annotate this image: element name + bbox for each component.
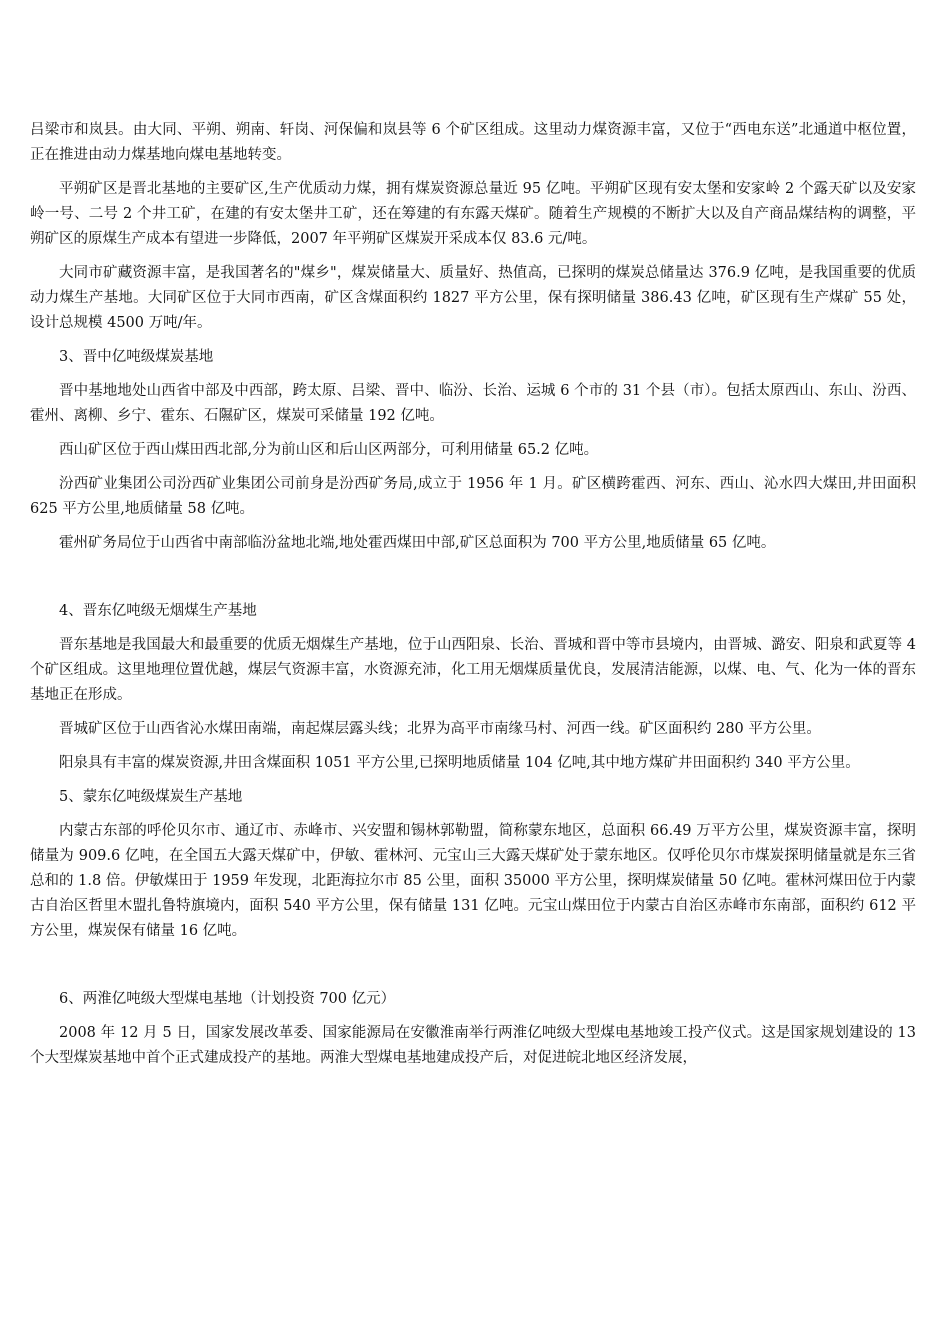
section-heading-mengdong: 5、蒙东亿吨级煤炭生产基地: [59, 789, 243, 805]
paragraph-xishan: 西山矿区位于西山煤田西北部,分为前山区和后山区两部分，可利用储量 65.2 亿吨。: [59, 442, 599, 458]
section-spacer: [30, 953, 916, 987]
document-body: [30, 118, 916, 1080]
paragraph-huozhou: 霍州矿务局位于山西省中南部临汾盆地北端,地处霍西煤田中部,矿区总面积为 700 平方公里,地质储量 65 亿吨。: [59, 535, 776, 551]
paragraph-yangquan: 阳泉具有丰富的煤炭资源,井田含煤面积 1051 平方公里,已探明地质储量 104 亿吨,其中地方煤矿井田面积约 340 平方公里。: [59, 755, 860, 771]
paragraph-jinbei-continued: 吕梁市和岚县。由大同、平朔、朔南、轩岗、河保偏和岚县等 6 个矿区组成。这里动力煤资源丰富，又位于“西电东送”北通道中枢位置，正在推进由动力煤基地向煤电基地转变。: [30, 122, 916, 163]
section-heading-jinzhong: 3、晋中亿吨级煤炭基地: [59, 349, 214, 365]
paragraph-fenxi: 汾西矿业集团公司汾西矿业集团公司前身是汾西矿务局,成立于 1956 年 1 月。矿区横跨霍西、河东、西山、沁水四大煤田,井田面积 625 平方公里,地质储量 58 亿吨。: [30, 476, 916, 517]
paragraph-jindong: 晋东基地是我国最大和最重要的优质无烟煤生产基地，位于山西阳泉、长治、晋城和晋中等市县境内，由晋城、潞安、阳泉和武夏等 4 个矿区组成。这里地理位置优越，煤层气资源丰富，水资源充沛，化工用无烟煤质量优良，发展清洁能源，以煤、电、气、化为一体的晋东基地正在形成。: [30, 637, 916, 703]
section-heading-jindong: 4、晋东亿吨级无烟煤生产基地: [59, 603, 257, 619]
paragraph-pingshuo: 平朔矿区是晋北基地的主要矿区,生产优质动力煤，拥有煤炭资源总量近 95 亿吨。平朔矿区现有安太堡和安家岭 2 个露天矿以及安家岭一号、二号 2 个井工矿，在建的有安太堡井工矿，还在筹建的有东露天煤矿。随着生产规模的不断扩大以及自产商品煤结构的调整，平朔矿区的原煤生产成本有望进一步降低，2007 年平朔矿区煤炭开采成本仅 83.6 元/吨。: [30, 181, 916, 247]
section-spacer: [30, 565, 916, 599]
paragraph-lianghuai: 2008 年 12 月 5 日，国家发展改革委、国家能源局在安徽淮南举行两淮亿吨级大型煤电基地竣工投产仪式。这是国家规划建设的 13 个大型煤炭基地中首个正式建成投产的基地。两淮大型煤电基地建成投产后，对促进皖北地区经济发展，: [30, 1025, 916, 1066]
paragraph-mengdong: 内蒙古东部的呼伦贝尔市、通辽市、赤峰市、兴安盟和锡林郭勒盟，简称蒙东地区，总面积 66.49 万平方公里，煤炭资源丰富，探明储量为 909.6 亿吨，在全国五大露天煤矿中，伊敏、霍林河、元宝山三大露天煤矿处于蒙东地区。仅呼伦贝尔市煤炭探明储量就是东三省总和的 1.8 倍。伊敏煤田于 1959 年发现，北距海拉尔市 85 公里，面积 35000 平方公里，探明煤炭储量 50 亿吨。霍林河煤田位于内蒙古自治区哲里木盟扎鲁特旗境内，面积 540 平方公里，保有储量 131 亿吨。元宝山煤田位于内蒙古自治区赤峰市东南部，面积约 612 平方公里，煤炭保有储量 16 亿吨。: [30, 823, 916, 939]
paragraph-datong: 大同市矿藏资源丰富，是我国著名的"煤乡"，煤炭储量大、质量好、热值高，已探明的煤炭总储量达 376.9 亿吨，是我国重要的优质动力煤生产基地。大同矿区位于大同市西南，矿区含煤面积约 1827 平方公里，保有探明储量 386.43 亿吨，矿区现有生产煤矿 55 处，设计总规模 4500 万吨/年。: [30, 265, 916, 331]
paragraph-jincheng: 晋城矿区位于山西省沁水煤田南端，南起煤层露头线；北界为高平市南缘马村、河西一线。矿区面积约 280 平方公里。: [59, 721, 821, 737]
paragraph-jinzhong: 晋中基地地处山西省中部及中西部，跨太原、吕梁、晋中、临汾、长治、运城 6 个市的 31 个县（市）。包括太原西山、东山、汾西、霍州、离柳、乡宁、霍东、石隰矿区，煤炭可采储量 192 亿吨。: [30, 383, 916, 424]
section-heading-lianghuai: 6、两淮亿吨级大型煤电基地（计划投资 700 亿元）: [59, 991, 396, 1007]
